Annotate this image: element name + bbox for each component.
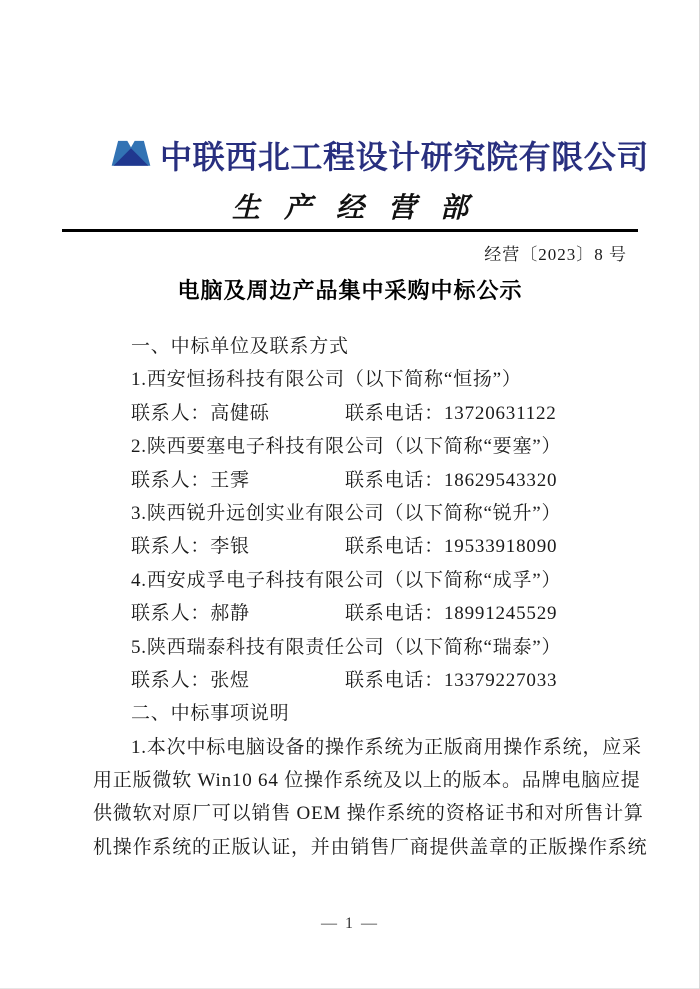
department-name: 生产经营部: [231, 193, 492, 224]
contact-line-1: [93, 397, 615, 430]
contact-person: 联系人：张煜: [131, 669, 250, 691]
company-logo-icon: [108, 136, 154, 178]
company-name: 中联西北工程设计研究院有限公司: [160, 139, 650, 175]
doc-number: 经营〔2023〕8 号: [484, 245, 627, 264]
contact-person: 联系人：王霁: [131, 469, 250, 491]
company-line-1: 1.西安恒扬科技有限公司（以下简称“恒扬”）: [131, 369, 522, 391]
document-title: 电脑及周边产品集中采购中标公示: [177, 278, 523, 303]
contact-person: 联系人：高健砾: [131, 402, 270, 424]
section1-heading: 一、中标单位及联系方式: [131, 336, 349, 357]
paragraph-line: 1.本次中标电脑设备的操作系统为正版商用操作系统，应采: [131, 736, 642, 758]
paragraph-line: 用正版微软 Win10 64 位操作系统及以上的版本。品牌电脑应提: [93, 770, 641, 792]
contact-phone: 联系电话：18991245529: [345, 603, 558, 625]
document-body: [93, 330, 648, 864]
paragraph-line: 供微软对原厂可以销售 OEM 操作系统的资格证书和对所售计算: [93, 803, 644, 825]
paragraph-line: 机操作系统的正版认证，并由销售厂商提供盖章的正版操作系统: [93, 836, 648, 858]
company-line-2: 2.陕西要塞电子科技有限公司（以下简称“要塞”）: [131, 436, 562, 458]
contact-phone: 联系电话：18629543320: [345, 469, 558, 491]
section2-heading: 二、中标事项说明: [131, 703, 290, 725]
company-line-5: 5.陕西瑞泰科技有限责任公司（以下简称“瑞泰”）: [131, 636, 562, 658]
contact-phone: 联系电话：13720631122: [345, 402, 557, 424]
header-divider: [62, 229, 638, 232]
letterhead: [108, 136, 649, 178]
contact-line-5: [93, 664, 615, 697]
contact-person: 联系人：郝静: [131, 603, 250, 625]
contact-phone: 联系电话：13379227033: [345, 669, 558, 691]
contact-line-4: [93, 597, 615, 630]
company-line-3: 3.陕西锐升远创实业有限公司（以下简称“锐升”）: [131, 502, 562, 524]
contact-phone: 联系电话：19533918090: [345, 536, 558, 558]
company-line-4: 4.西安成孚电子科技有限公司（以下简称“成孚”）: [131, 569, 562, 591]
contact-line-2: [93, 464, 615, 497]
page-number: — 1 —: [321, 915, 379, 932]
contact-line-3: [93, 530, 615, 563]
contact-person: 联系人：李银: [131, 536, 250, 558]
